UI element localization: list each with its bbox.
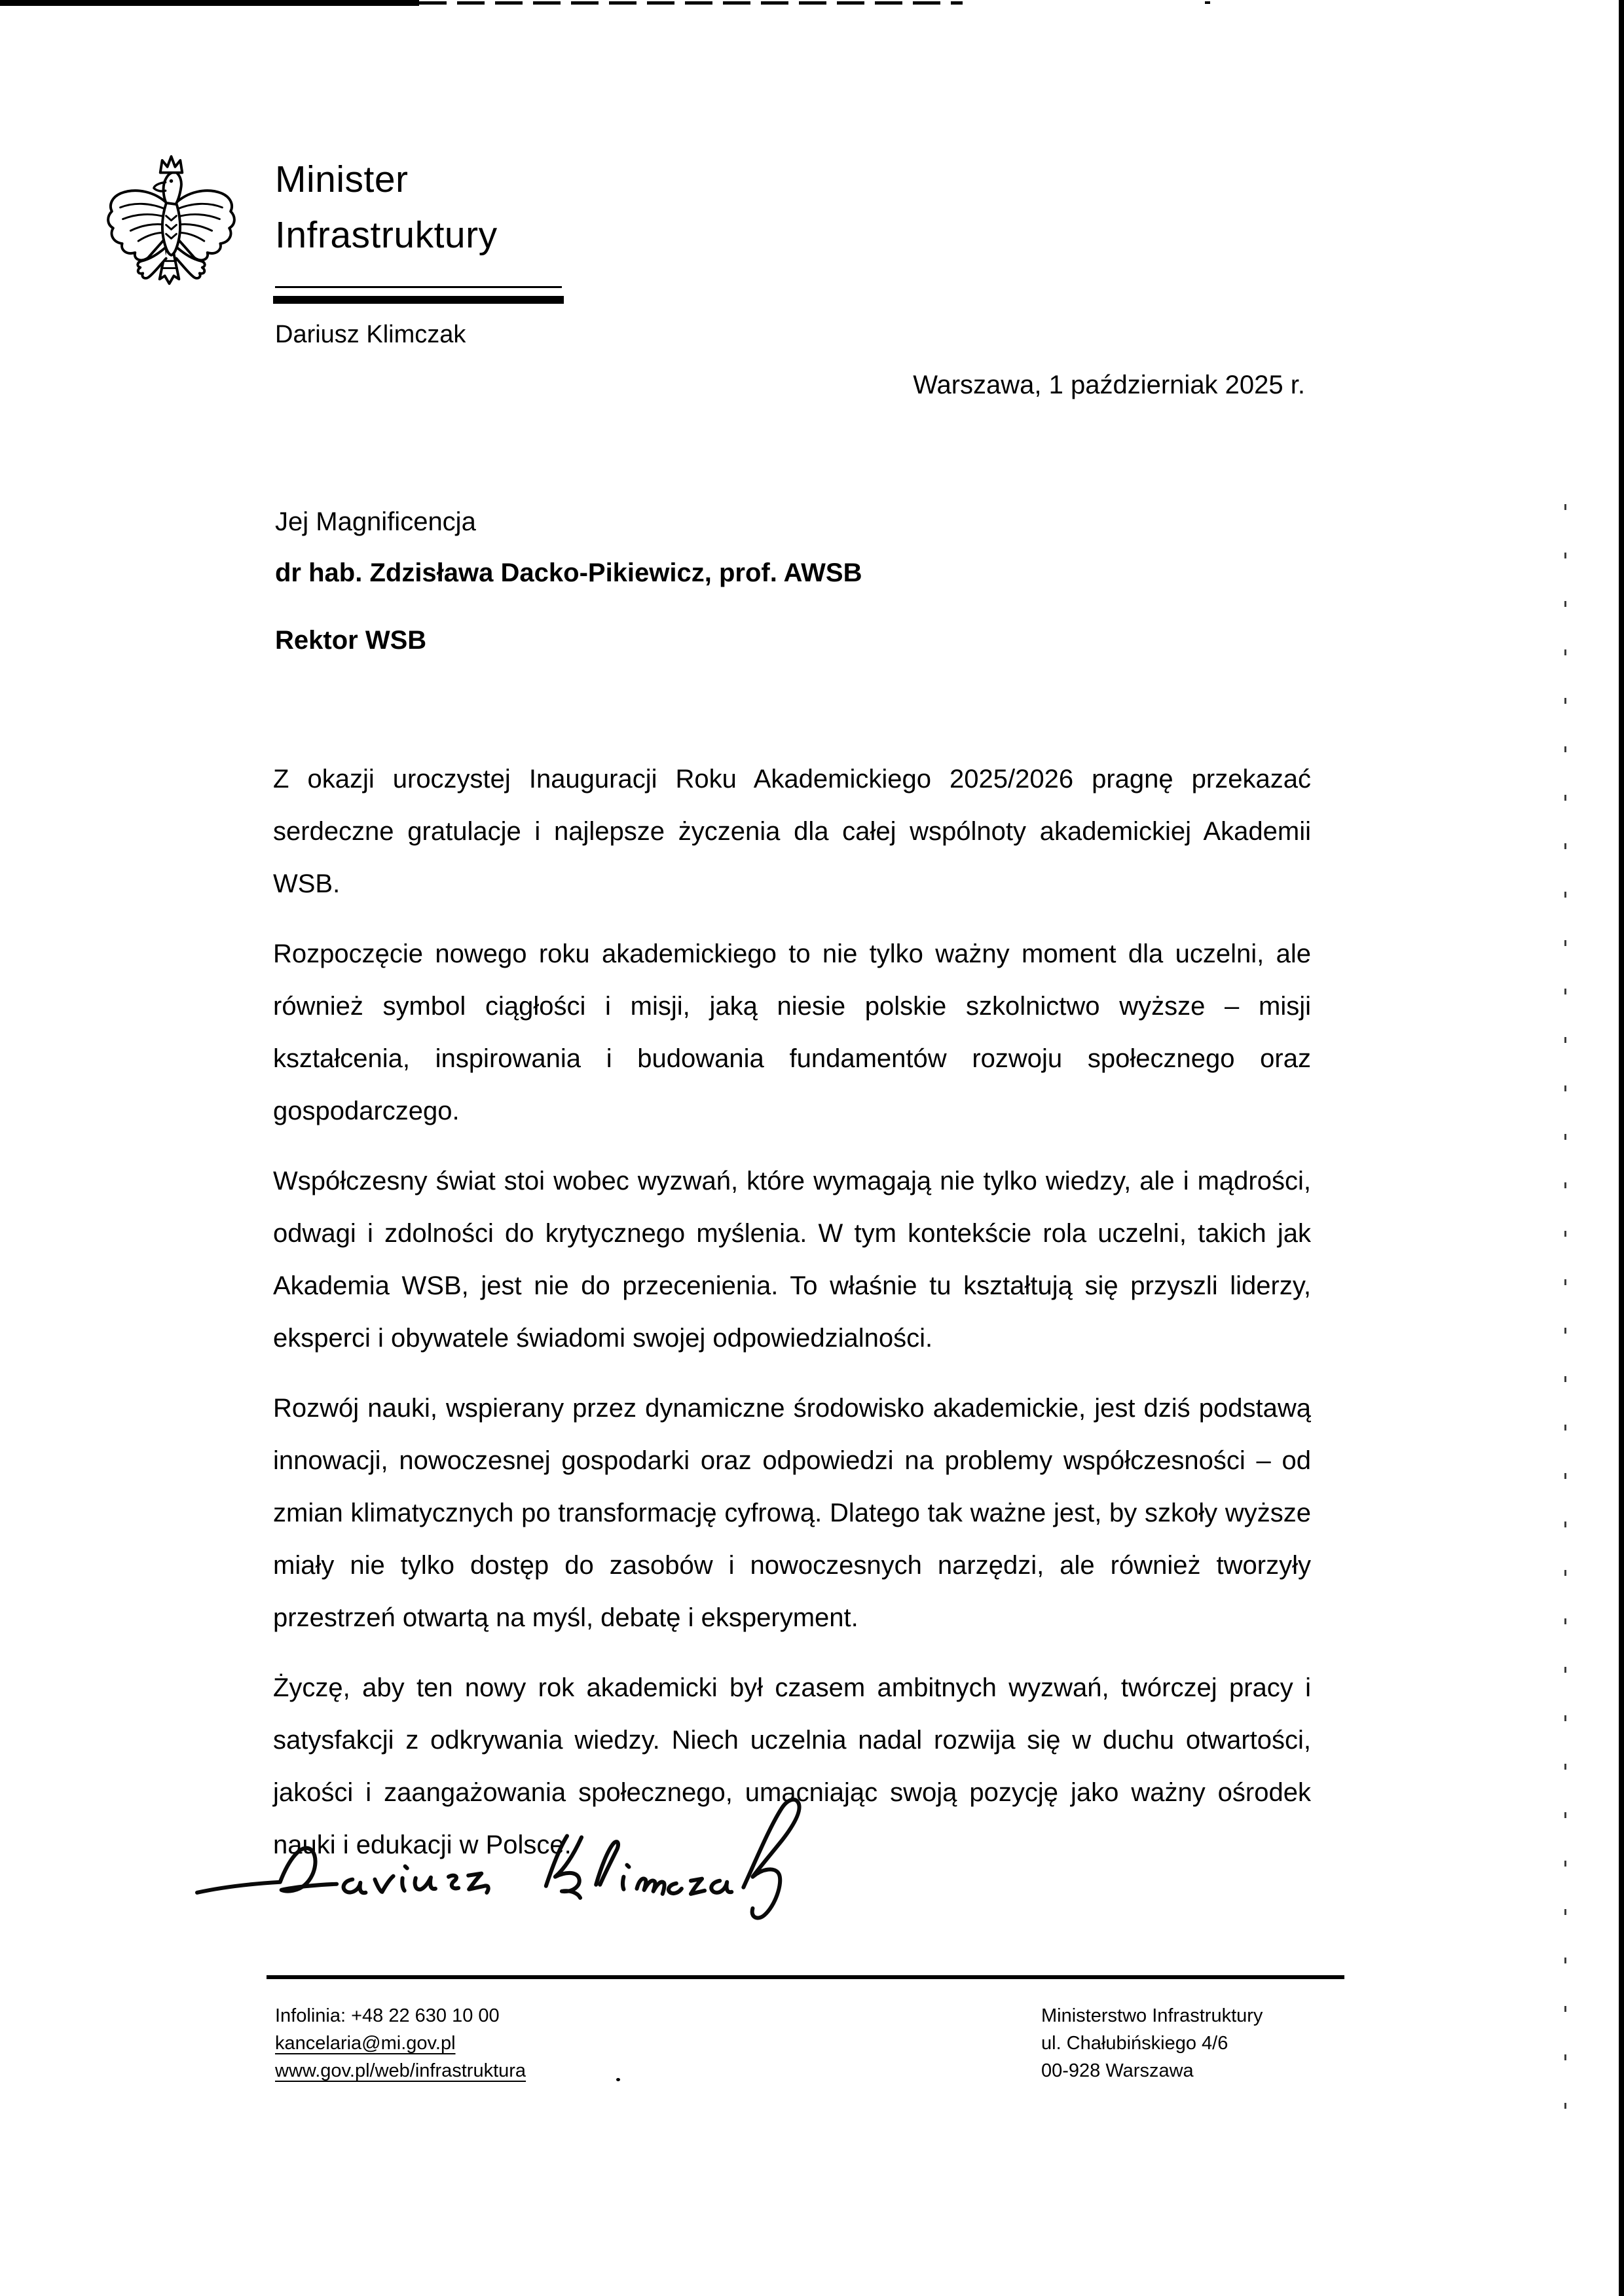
polish-eagle-emblem-icon	[103, 153, 239, 298]
letter-paragraph: Rozwój nauki, wspierany przez dynamiczne środowisko akademickie, jest dziś podstawą innowacji, nowoczesnej gospodarki oraz odpowiedzi na problemy współczesności – od zmian klimatycznych po transformację cyfrową. Dlatego tak ważne jest, by szkoły wyższe miały nie tylko dostęp do zasobów i nowoczesnych narzędzi, ale również tworzyły przestrzeń otwartą na myśl, debatę i eksperyment.	[273, 1394, 1311, 1632]
footer-email-link[interactable]: kancelaria@mi.gov.pl	[275, 2033, 456, 2054]
minister-name: Dariusz Klimczak	[275, 321, 466, 348]
recipient-name: dr hab. Zdzisława Dacko-Pikiewicz, prof. AWSB	[275, 558, 862, 587]
footer-contact-block	[275, 2002, 526, 2085]
letter-paragraph: Życzę, aby ten nowy rok akademicki był czasem ambitnych wyzwań, twórczej pracy i satysfakcji z odkrywania wiedzy. Niech uczelnia nadal rozwija się w duchu otwartości, jakości i zaangażowania społecznego, umacniając swoją pozycję jako ważny ośrodek nauki i edukacji w Polsce.	[273, 1673, 1311, 1859]
footer-address-block	[1041, 2002, 1263, 2085]
handwritten-signature	[193, 1779, 825, 1927]
letter-paragraph: Z okazji uroczystej Inauguracji Roku Akademickiego 2025/2026 pragnę przekazać serdeczne gratulacje i najlepsze życzenia dla całej wspólnoty akademickiej Akademii WSB.	[273, 765, 1311, 898]
header-rule-thick	[273, 296, 564, 304]
dateline: Warszawa, 1 październiak 2025 r.	[913, 371, 1305, 399]
header-rule-thin	[275, 286, 562, 288]
footer-postal-city: 00-928 Warszawa	[1041, 2060, 1194, 2081]
letter-paragraph: Rozpoczęcie nowego roku akademickiego to nie tylko ważny moment dla uczelni, ale również symbol ciągłości i misji, jaką niesie polskie szkolnictwo wyższe – misji kształcenia, inspirowania i budowania fundamentów rozwoju społecznego oraz gospodarczego.	[273, 939, 1311, 1125]
footer-infoline: Infolinia: +48 22 630 10 00	[275, 2005, 500, 2026]
letter-body	[273, 753, 1311, 1871]
recipient-block	[275, 505, 862, 657]
ministry-header	[275, 152, 498, 263]
ministry-title-line1: Minister	[275, 158, 409, 200]
scan-artifact-dotted-line	[1564, 504, 1566, 2147]
recipient-title: Rektor WSB	[275, 626, 427, 655]
scan-artifact-top-line	[0, 0, 419, 6]
scan-artifact-speck	[616, 2078, 620, 2081]
recipient-salutation: Jej Magnificencja	[275, 507, 476, 536]
footer-ministry-name: Ministerstwo Infrastruktury	[1041, 2005, 1263, 2026]
footer-website-link[interactable]: www.gov.pl/web/infrastruktura	[275, 2060, 526, 2081]
scan-artifact-top-dashes	[419, 1, 963, 5]
footer-rule	[267, 1975, 1344, 1979]
scan-artifact-right-bar	[1619, 0, 1624, 2296]
scan-artifact-top-dot	[1205, 1, 1210, 4]
footer-street: ul. Chałubińskiego 4/6	[1041, 2033, 1228, 2054]
ministry-title-line2: Infrastruktury	[275, 214, 498, 256]
letter-paragraph: Współczesny świat stoi wobec wyzwań, które wymagają nie tylko wiedzy, ale i mądrości, odwagi i zdolności do krytycznego myślenia. W tym kontekście rola uczelni, takich jak Akademia WSB, jest nie do przecenienia. To właśnie tu kształtują się przyszli liderzy, eksperci i obywatele świadomi swojej odpowiedzialności.	[273, 1167, 1311, 1353]
